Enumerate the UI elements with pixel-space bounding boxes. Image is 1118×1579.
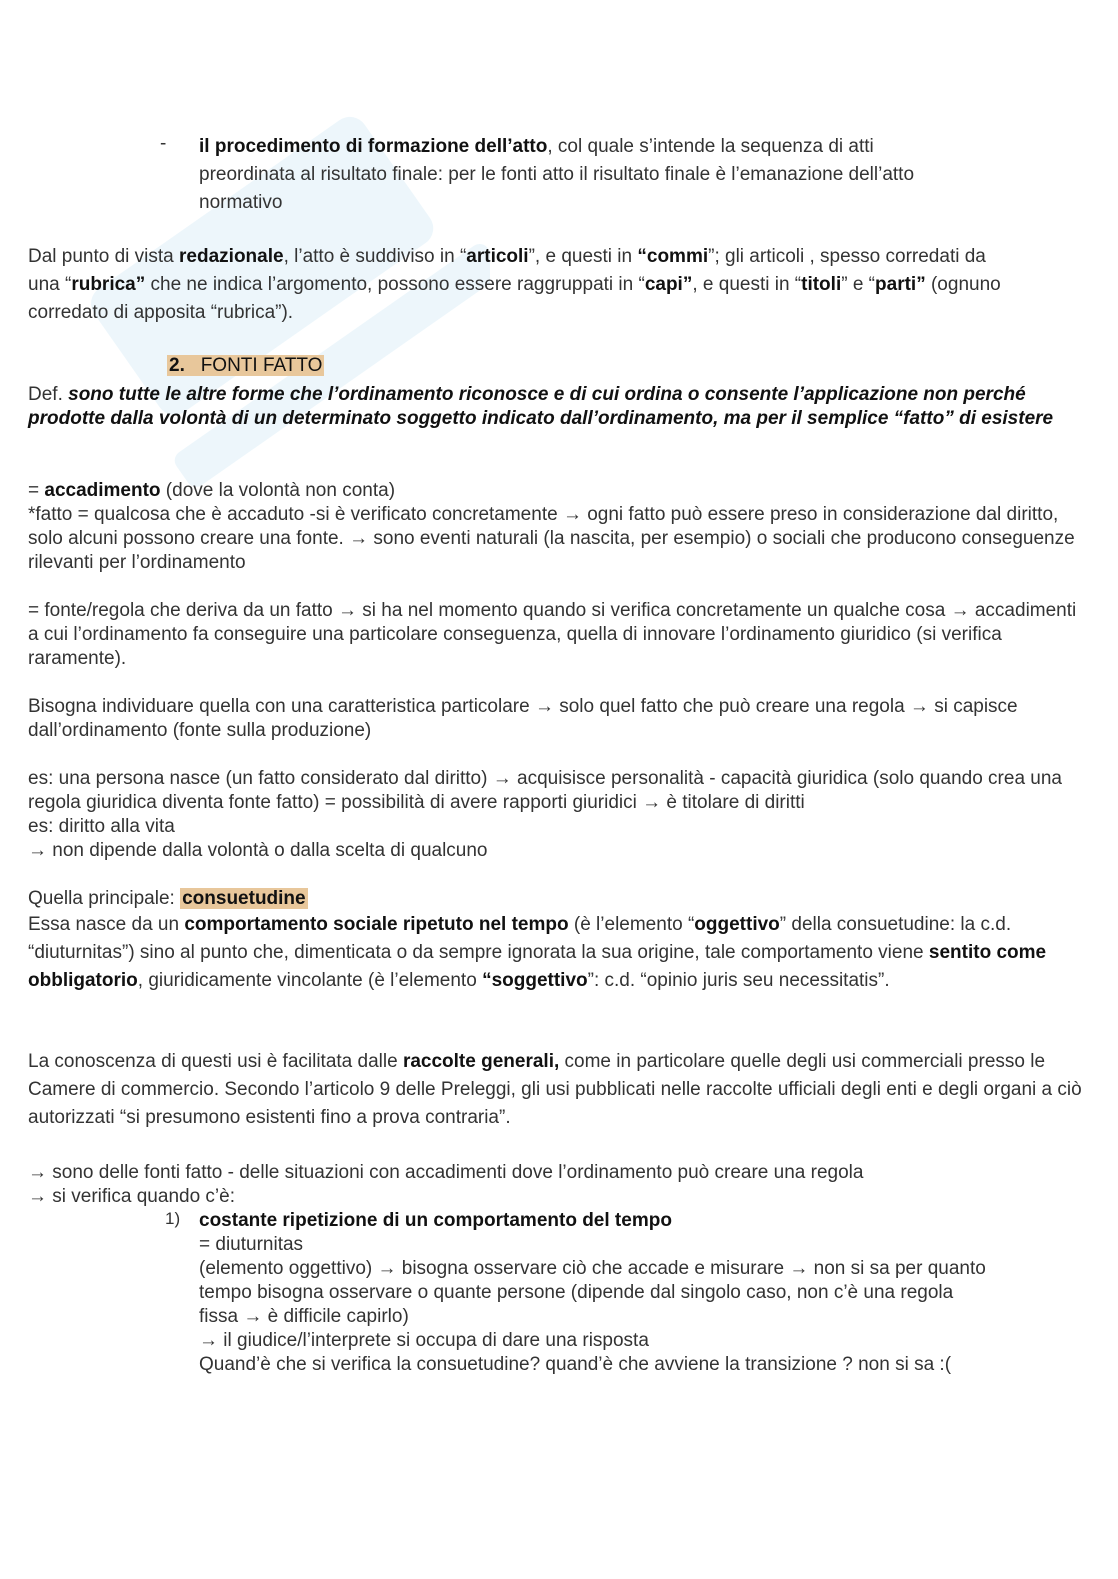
accadimento-block: = accadimento (dove la volontà non conta) *fatto = qualcosa che è accaduto -si è verificato concretamente → ogni fatto può essere preso in considerazione dal diritto, solo alcuni possono creare una fonte. → sono eventi naturali (la nascita, per esempio) o sociali che producono conseguenze rilevanti per l’ordinamento xyxy=(28,480,1075,573)
bullet-lead: il procedimento di formazione dell’atto xyxy=(199,136,548,157)
list-item-title: costante ripetizione di un comportamento del tempo xyxy=(199,1210,672,1231)
section-title: FONTI FATTO xyxy=(200,355,323,376)
section-number: 2. xyxy=(169,355,185,376)
paragraph-fonte-regola: = fonte/regola che deriva da un fatto → si ha nel momento quando si verifica concretamente un qualche cosa → accadimenti a cui l’ordinamento fa conseguire una particolare conseguenza, quella di innovare l’ordinamento giuridico (si verifica raramente). xyxy=(28,600,1077,669)
list-number: 1) xyxy=(165,1209,181,1228)
paragraph-raccolte: La conoscenza di questi usi è facilitata dalle raccolte generali, come in particolare quelle degli usi commerciali presso le Camere di commercio. Secondo l’articolo 9 delle Preleggi, gli usi pubblicati nelle raccolte ufficiali degli enti e degli organi a ciò autorizzati “si presumono esistenti fino a prova contraria”. xyxy=(28,1051,1082,1128)
paragraph-bisogna: Bisogna individuare quella con una caratteristica particolare → solo quel fatto che può creare una regola → si capisce dall’ordinamento (fonte sulla produzione) xyxy=(28,696,1018,741)
definition: Def. sono tutte le altre forme che l’ordinamento riconosce e di cui ordina o consente l’applicazione non perché prodotte dalla volontà di un determinato soggetto indicato dall’ordinamento, ma per il semplice “fatto” di esistere xyxy=(28,384,1054,429)
section-heading xyxy=(167,355,324,377)
paragraph-redazionale: Dal punto di vista redazionale, l’atto è suddiviso in “articoli”, e questi in “commi”; gli articoli , spesso corredati da una “rubrica” che ne indica l’argomento, possono essere raggruppati in “capi”, e questi in “titoli” e “parti” (ognuno corredato di apposita “rubrica”). xyxy=(28,246,1001,323)
fonti-fatto-block: → sono delle fonti fatto - delle situazioni con accadimenti dove l’ordinamento può creare una regola → si verifica quando c’è: xyxy=(28,1162,864,1207)
example-block: es: una persona nasce (un fatto considerato dal diritto) → acquisisce personalità - capacità giuridica (solo quando crea una regola giuridica diventa fonte fatto) = possibilità di avere rapporti giuridici → è titolare di diritti es: diritto alla vita → non dipende dalla volontà o dalla scelta di qualcuno xyxy=(28,768,1062,861)
bullet-marker: - xyxy=(160,133,167,154)
consuetudine-block: Quella principale: consuetudine Essa nasce da un comportamento sociale ripetuto nel tempo (è l’elemento “oggettivo” della consuetudine: la c.d. “diuturnitas”) sino al punto che, dimenticata o da sempre ignorata la sua origine, tale comportamento viene sentito come obbligatorio, giuridicamente vincolante (è l’elemento “soggettivo”: c.d. “opinio juris seu necessitatis”. xyxy=(28,888,1047,991)
consuetudine-highlight: consuetudine xyxy=(182,888,306,909)
bullet-text: il procedimento di formazione dell’atto, col quale s’intende la sequenza di atti preordinata al risultato finale: per le fonti atto il risultato finale è l’emanazione dell’atto normativo xyxy=(199,136,915,213)
